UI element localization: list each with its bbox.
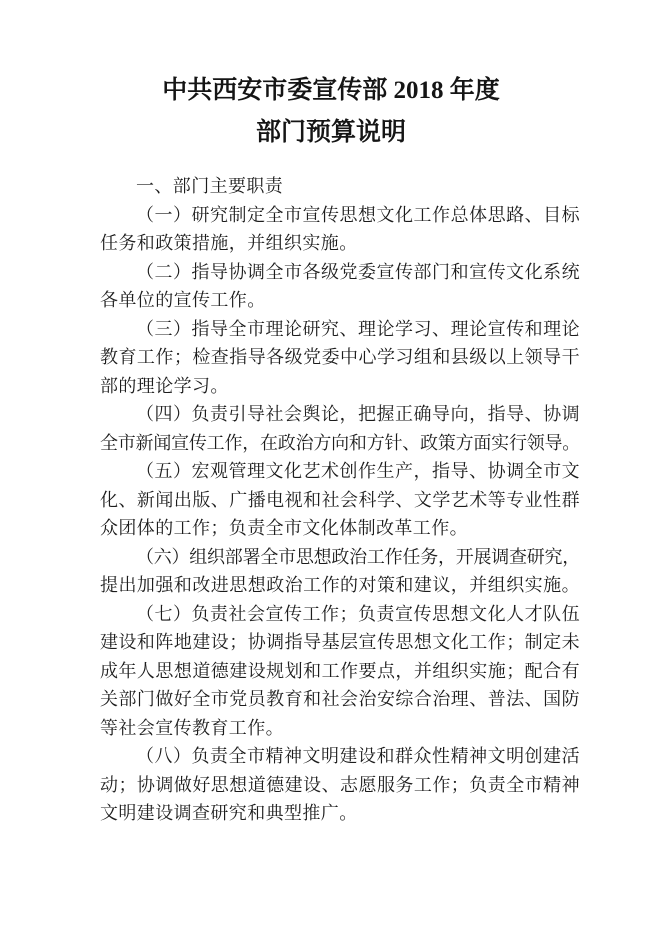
body-line: 文明建设调查研究和典型推广。 [100,803,358,823]
body-line: （五）宏观管理文化艺术创作生产，指导、协调全市文 [136,461,580,481]
body-line: （三）指导全市理论研究、理论学习、理论宣传和理论 [136,318,580,339]
paragraph [100,201,580,258]
section-heading [100,172,580,201]
body-line: （一）研究制定全市宣传思想文化工作总体思路、目标 [136,204,580,225]
body-line: 关部门做好全市党员教育和社会治安综合治理、普法、国防 [100,689,580,709]
paragraph [100,258,580,315]
body-line: 提出加强和改进思想政治工作的对策和建议，并组织实施。 [100,575,580,595]
paragraph [100,457,580,543]
body-line: 各单位的宣传工作。 [100,290,266,310]
body-line: 部的理论学习。 [100,375,229,396]
body-line: 全市新闻宣传工作，在政治方向和方针、政策方面实行领导。 [100,432,580,453]
document-title-line1: 中共西安市委宣传部 2018 年度 [162,77,500,104]
paragraph [100,543,580,600]
paragraph [100,742,580,828]
body-line: 建设和阵地建设；协调指导基层宣传思想文化工作；制定未 [100,632,580,652]
body-line: 化、新闻出版、广播电视和社会科学、文学艺术等专业性群 [100,489,580,510]
body-line: 等社会宣传教育工作。 [100,717,284,738]
heading-line: 一、部门主要职责 [136,176,284,196]
body-line: 动；协调做好思想道德建设、志愿服务工作；负责全市精神 [100,774,580,795]
body-line: （四）负责引导社会舆论，把握正确导向，指导、协调 [136,404,580,424]
body-line: 众团体的工作；负责全市文化体制改革工作。 [100,518,468,538]
paragraph [100,400,580,457]
document-body [100,172,580,828]
body-line: （二）指导协调全市各级党委宣传部门和宣传文化系统 [136,261,580,282]
body-line: （八）负责全市精神文明建设和群众性精神文明创建活 [136,746,580,766]
body-line: 教育工作；检查指导各级党委中心学习组和县级以上领导干 [100,347,580,367]
paragraph [100,315,580,401]
body-line: 成年人思想道德建设规划和工作要点，并组织实施；配合有 [100,660,580,681]
document-title [0,70,662,154]
paragraph [100,600,580,743]
document-title-line2: 部门预算说明 [255,119,406,146]
body-line: 任务和政策措施，并组织实施。 [100,233,358,253]
body-line: （六）组织部署全市思想政治工作任务，开展调查研究， [136,546,580,567]
body-line: （七）负责社会宣传工作；负责宣传思想文化人才队伍 [136,603,580,624]
